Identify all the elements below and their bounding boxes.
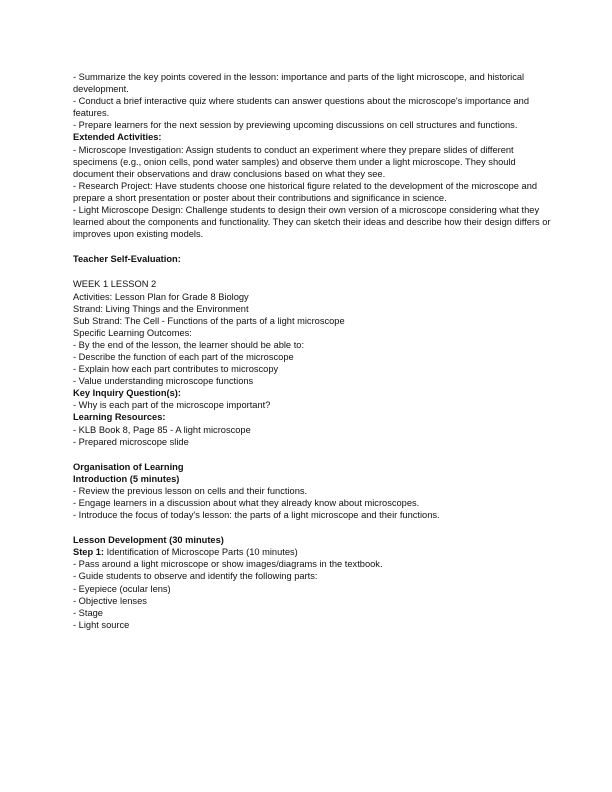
- inquiry-heading: Key Inquiry Question(s):: [73, 388, 181, 399]
- summary-block: [73, 71, 552, 131]
- introduction-heading: Introduction (5 minutes): [73, 473, 180, 484]
- spacer: [73, 240, 552, 253]
- lesson-line: - By the end of the lesson, the learner should be able to:: [73, 339, 305, 350]
- summary-line: - Conduct a brief interactive quiz where students can answer questions about the microscope's importance and features.: [73, 96, 530, 119]
- spacer: [73, 521, 552, 534]
- lesson-header-block: [73, 278, 552, 447]
- development-item: - Guide students to observe and identify the following parts:: [73, 571, 318, 582]
- extended-activity-item: - Light Microscope Design: Challenge students to design their own version of a microscope considering what they learned about the components and functionality. They can sketch their ideas and describe how their design differs or improves upon existing models.: [73, 205, 551, 240]
- summary-line: - Summarize the key points covered in the lesson: importance and parts of the light microscope, and historical development.: [73, 72, 525, 95]
- introduction-item: - Engage learners in a discussion about what they already know about microscopes.: [73, 498, 420, 508]
- lesson-line: - Explain how each part contributes to microscopy: [73, 364, 279, 375]
- inquiry-item: - Why is each part of the microscope important?: [73, 400, 271, 411]
- development-item: - Pass around a light microscope or show images/diagrams in the textbook.: [73, 559, 383, 570]
- step-1-text: Identification of Microscope Parts (10 minutes): [104, 547, 298, 558]
- step-1-line: [73, 546, 552, 558]
- lesson-line: WEEK 1 LESSON 2: [73, 279, 157, 290]
- summary-line: - Prepare learners for the next session by previewing upcoming discussions on cell structures and functions.: [73, 120, 518, 131]
- extended-activity-item: - Research Project: Have students choose one historical figure related to the development of the microscope and prepare a short presentation or poster about their contributions and significance in science.: [73, 180, 538, 203]
- lesson-development-section: [73, 534, 552, 631]
- introduction-item: - Introduce the focus of today's lesson: the parts of a light microscope and their functions.: [73, 510, 440, 521]
- lesson-development-heading: Lesson Development (30 minutes): [73, 535, 224, 546]
- development-item: - Objective lenses: [73, 595, 147, 606]
- lesson-line: - Describe the function of each part of the microscope: [73, 351, 294, 362]
- resources-heading: Learning Resources:: [73, 412, 166, 423]
- development-item: - Eyepiece (ocular lens): [73, 583, 171, 594]
- resource-item: - Prepared microscope slide: [73, 436, 189, 447]
- extended-activity-item: - Microscope Investigation: Assign students to conduct an experiment where they prepare slides of different specimens (e.g., onion cells, pond water samples) and observe them under a light microscope. They should document their observations and draw conclusions based on what they see.: [73, 144, 516, 179]
- extended-activities-section: [73, 131, 552, 240]
- lesson-line: Specific Learning Outcomes:: [73, 327, 192, 338]
- self-evaluation-heading: Teacher Self-Evaluation:: [73, 254, 181, 265]
- spacer: [73, 448, 552, 461]
- lesson-line: Activities: Lesson Plan for Grade 8 Biology: [73, 291, 249, 302]
- lesson-line: Strand: Living Things and the Environment: [73, 303, 249, 314]
- resource-item: - KLB Book 8, Page 85 - A light microscope: [73, 424, 251, 435]
- organisation-section: [73, 461, 552, 521]
- extended-activities-heading: Extended Activities:: [73, 132, 162, 143]
- step-1-label: Step 1:: [73, 547, 104, 558]
- lesson-line: Sub Strand: The Cell - Functions of the parts of a light microscope: [73, 315, 345, 326]
- lesson-line: - Value understanding microscope functions: [73, 376, 254, 387]
- development-item: - Light source: [73, 619, 130, 630]
- spacer: [73, 265, 552, 278]
- organisation-heading: Organisation of Learning: [73, 461, 184, 472]
- development-item: - Stage: [73, 607, 103, 618]
- introduction-item: - Review the previous lesson on cells and their functions.: [73, 485, 308, 496]
